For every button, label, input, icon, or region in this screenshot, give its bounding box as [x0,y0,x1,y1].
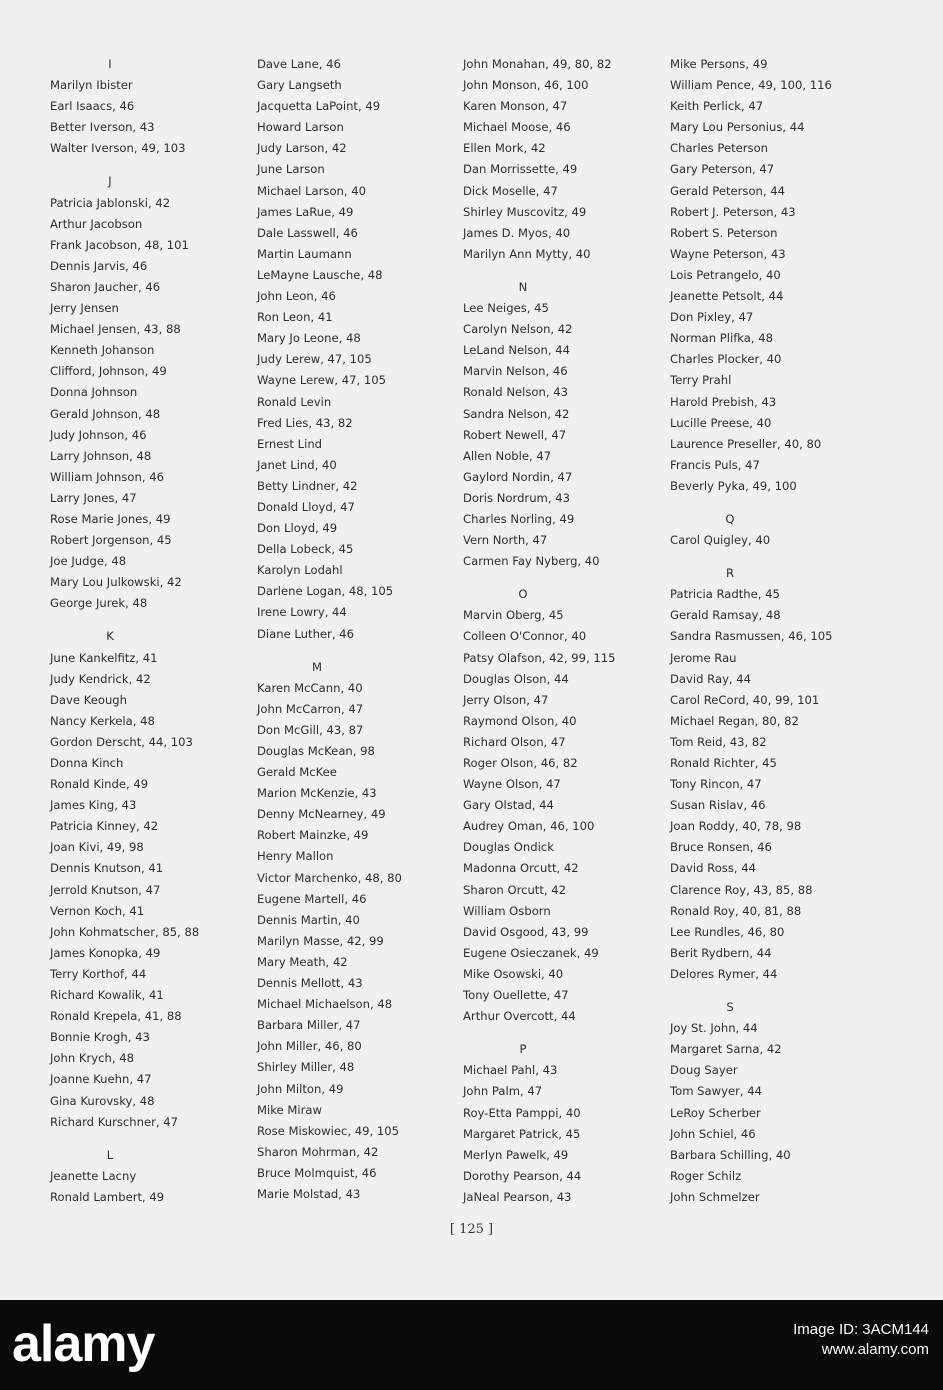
index-entry: Joy St. John, 44 [670,1021,758,1036]
index-entry: Marie Molstad, 43 [257,1186,361,1201]
index-entry: Bonnie Krogh, 43 [50,1030,150,1045]
index-entry: Michael Regan, 80, 82 [670,713,799,728]
index-entry: Terry Prahl [670,373,732,388]
index-entry: Better Iverson, 43 [50,120,155,135]
index-entry: William Johnson, 46 [50,469,164,484]
index-entry: Gaylord Nordin, 47 [463,469,573,484]
index-entry: Judy Johnson, 46 [50,427,147,442]
index-entry: John Krych, 48 [50,1051,134,1066]
section-gap [463,1027,663,1039]
index-entry: Sandra Nelson, 42 [463,406,570,421]
section-gap [463,572,663,584]
index-entry: Gerald Johnson, 48 [50,406,161,421]
index-entry: Clarence Roy, 43, 85, 88 [670,882,813,897]
index-entry: Beverly Pyka, 49, 100 [670,478,797,493]
index-entry: Betty Lindner, 42 [257,478,358,493]
index-entry: Dennis Jarvis, 46 [50,258,148,273]
index-entry: Jeanette Lacny [50,1168,137,1183]
index-entry: Karolyn Lodahl [257,563,343,578]
index-entry: Jacquetta LaPoint, 49 [257,99,381,114]
index-column-4 [670,54,870,1208]
index-entry: Kenneth Johanson [50,343,155,358]
index-entry: JaNeal Pearson, 43 [463,1189,572,1204]
index-entry: Gary Peterson, 47 [670,162,775,177]
index-entry: Rose Marie Jones, 49 [50,511,171,526]
index-entry: Wayne Olson, 47 [463,777,561,792]
index-entry: Audrey Oman, 46, 100 [463,819,595,834]
index-entry: Douglas Ondick [463,840,554,855]
section-letter: O [518,587,528,602]
index-entry: Barbara Schilling, 40 [670,1147,791,1162]
index-entry: James King, 43 [50,798,137,813]
index-entry: Victor Marchenko, 48, 80 [257,870,402,885]
index-entry: Carol Quigley, 40 [670,533,771,548]
index-entry: Gerald Peterson, 44 [670,183,786,198]
index-entry: Judy Lerew, 47, 105 [257,352,372,367]
index-entry: Laurence Preseller, 40, 80 [670,436,822,451]
index-entry: Mary Meath, 42 [257,954,348,969]
section-letter: P [519,1042,527,1057]
section-gap [670,497,870,509]
index-entry: Michael Moose, 46 [463,120,571,135]
index-entry: Judy Kendrick, 42 [50,671,151,686]
index-entry: Allen Noble, 47 [463,448,552,463]
index-entry: Mary Lou Julkowski, 42 [50,575,182,590]
index-entry: Lee Neiges, 45 [463,301,549,316]
index-entry: Dave Lane, 46 [257,57,341,71]
index-entry: Susan Rislav, 46 [670,798,766,813]
section-gap [463,265,663,277]
index-entry: LeLand Nelson, 44 [463,343,570,358]
index-entry: Jerry Olson, 47 [463,692,549,707]
index-entry: Mary Jo Leone, 48 [257,331,361,346]
index-entry: Doug Sayer [670,1063,738,1078]
index-entry: Wayne Lerew, 47, 105 [257,373,386,388]
section-letter: K [106,629,114,644]
section-heading [670,563,870,584]
index-entry: John Monson, 46, 100 [463,78,589,93]
index-entry: Mary Lou Personius, 44 [670,120,805,135]
section-heading [50,1145,250,1166]
index-entry: Marvin Oberg, 45 [463,608,564,623]
index-entry: John Schmelzer [670,1189,760,1204]
index-entry: Richard Kowalik, 41 [50,988,164,1003]
index-entry: Jerome Rau [670,650,737,665]
index-entry: John Miller, 46, 80 [257,1039,362,1054]
index-entry: Robert Mainzke, 49 [257,828,369,843]
index-entry: Darlene Logan, 48, 105 [257,584,394,599]
index-entry: Mike Miraw [257,1102,322,1117]
page-number: [ 125 ] [449,1222,494,1237]
index-entry: Don McGill, 43, 87 [257,722,364,737]
index-entry: Barbara Miller, 47 [257,1018,361,1033]
index-entry: Ronald Richter, 45 [670,756,777,770]
index-entry: Terry Korthof, 44 [50,966,147,981]
index-entry: Lucille Preese, 40 [670,415,772,430]
index-entry: Gary Olstad, 44 [463,798,554,813]
section-letter: Q [725,511,735,526]
index-entry: Roger Schilz [670,1168,742,1183]
index-entry: Shirley Muscovitz, 49 [463,204,587,219]
index-entry: Tony Ouellette, 47 [463,988,569,1003]
section-letter: S [726,1000,734,1015]
index-entry: Margaret Sarna, 42 [670,1042,782,1057]
index-entry: Mike Persons, 49 [670,57,768,71]
section-heading [463,1039,663,1060]
index-entry: William Pence, 49, 100, 116 [670,78,832,93]
index-entry: Patricia Radthe, 45 [670,587,780,602]
index-entry: John Leon, 46 [257,289,336,304]
index-entry: Shirley Miller, 48 [257,1060,355,1075]
index-entry: Henry Mallon [257,849,334,864]
watermark-logo: alamy [12,1315,155,1373]
index-entry: Don Pixley, 47 [670,310,754,325]
index-entry: Donald Lloyd, 47 [257,499,355,514]
index-entry: Charles Norling, 49 [463,511,575,526]
index-entry: Tony Rincon, 47 [670,777,762,792]
index-entry: Mike Osowski, 40 [463,966,564,981]
section-gap [257,645,457,657]
index-entry: Ronald Kinde, 49 [50,777,149,792]
index-entry: Lee Rundles, 46, 80 [670,924,785,939]
index-entry: Dennis Martin, 40 [257,912,360,927]
index-entry: Doris Nordrum, 43 [463,490,570,505]
index-entry: Charles Plocker, 40 [670,352,782,367]
index-entry: Wayne Peterson, 43 [670,246,786,261]
section-heading [50,171,250,192]
index-entry: Janet Lind, 40 [257,457,337,472]
index-entry: John Kohmatscher, 85, 88 [50,924,200,939]
index-entry: Nancy Kerkela, 48 [50,713,155,728]
index-entry: Joanne Kuehn, 47 [50,1072,152,1087]
section-letter: J [108,174,112,189]
index-entry: Robert Jorgenson, 45 [50,533,172,548]
section-gap [50,1133,250,1145]
index-entry: Gerald Ramsay, 48 [670,608,781,623]
index-entry: Frank Jacobson, 48, 101 [50,237,189,252]
index-entry: Della Lobeck, 45 [257,542,354,557]
watermark-info [793,1320,929,1360]
index-entry: Tom Reid, 43, 82 [670,734,767,749]
index-entry: LeRoy Scherber [670,1105,761,1120]
section-heading [670,509,870,530]
index-entry: Roy-Etta Pamppi, 40 [463,1105,581,1120]
index-entry: Charles Peterson [670,141,769,156]
index-entry: Lois Petrangelo, 40 [670,267,781,282]
section-heading [257,657,457,678]
index-entry: Jerrold Knutson, 47 [50,882,161,897]
index-entry: Robert J. Peterson, 43 [670,204,796,219]
index-entry: Joan Kivi, 49, 98 [50,840,144,855]
index-entry: Merlyn Pawelk, 49 [463,1147,569,1162]
index-entry: John Palm, 47 [463,1084,543,1099]
index-entry: Marilyn Ann Mytty, 40 [463,246,591,261]
index-entry: Karen Monson, 47 [463,99,568,114]
index-entry: LeMayne Lausche, 48 [257,267,383,282]
index-entry: Sharon Jaucher, 46 [50,279,161,294]
index-entry: Roger Olson, 46, 82 [463,756,578,770]
index-entry: Margaret Patrick, 45 [463,1126,581,1141]
section-letter: I [108,57,112,71]
index-entry: Gina Kurovsky, 48 [50,1093,155,1108]
section-gap [50,159,250,171]
index-entry: Jeanette Petsolt, 44 [670,289,784,304]
index-entry: Colleen O'Connor, 40 [463,629,587,644]
index-entry: John Monahan, 49, 80, 82 [463,57,612,71]
index-entry: Marilyn Ibister [50,78,133,93]
index-entry: Rose Miskowiec, 49, 105 [257,1123,399,1138]
index-entry: Clifford, Johnson, 49 [50,364,167,379]
index-entry: James Konopka, 49 [50,945,161,960]
index-entry: Bruce Ronsen, 46 [670,840,772,855]
index-entry: Eugene Martell, 46 [257,891,367,906]
index-entry: Robert S. Peterson [670,225,778,240]
index-entry: Bruce Molmquist, 46 [257,1165,377,1180]
index-entry: Ron Leon, 41 [257,310,333,325]
index-entry: Patricia Kinney, 42 [50,819,159,834]
index-entry: Larry Jones, 47 [50,490,137,505]
index-entry: Jerry Jensen [50,301,119,316]
index-entry: Dan Morrissette, 49 [463,162,578,177]
index-entry: Harold Prebish, 43 [670,394,777,409]
index-entry: Berit Rydbern, 44 [670,945,772,960]
image-id-label: Image ID: 3ACM144 [793,1321,929,1338]
index-entry: Robert Newell, 47 [463,427,567,442]
index-entry: Ellen Mork, 42 [463,141,546,156]
index-entry: Dennis Mellott, 43 [257,976,363,991]
index-entry: Earl Isaacs, 46 [50,99,135,114]
index-entry: Martin Laumann [257,246,352,261]
index-entry: Fred Lies, 43, 82 [257,415,353,430]
index-entry: Richard Kurschner, 47 [50,1114,178,1129]
index-entry: Karen McCann, 40 [257,680,363,695]
index-entry: Keith Perlick, 47 [670,99,764,114]
index-entry: James D. Myos, 40 [463,225,571,240]
index-entry: Richard Olson, 47 [463,734,566,749]
index-entry: Patsy Olafson, 42, 99, 115 [463,650,616,665]
index-entry: Norman Plifka, 48 [670,331,774,346]
index-entry: Dorothy Pearson, 44 [463,1168,582,1183]
index-entry: Douglas Olson, 44 [463,671,569,686]
index-entry: Dave Keough [50,692,128,707]
index-entry: Arthur Jacobson [50,216,143,231]
index-entry: Dennis Knutson, 41 [50,861,164,876]
index-entry: James LaRue, 49 [257,204,354,219]
index-entry: Marvin Nelson, 46 [463,364,568,379]
index-column-2 [257,54,457,1205]
index-entry: Larry Johnson, 48 [50,448,152,463]
index-entry: Tom Sawyer, 44 [670,1084,763,1099]
index-entry: Vern North, 47 [463,533,548,548]
index-entry: Don Lloyd, 49 [257,521,338,536]
section-gap [50,614,250,626]
index-entry: Sandra Rasmussen, 46, 105 [670,629,833,644]
index-entry: Eugene Osieczanek, 49 [463,945,599,960]
index-entry: Denny McNearney, 49 [257,807,386,822]
index-entry: David Osgood, 43, 99 [463,924,589,939]
index-entry: Madonna Orcutt, 42 [463,861,579,876]
index-entry: Francis Puls, 47 [670,457,760,472]
index-entry: Michael Michaelson, 48 [257,997,393,1012]
index-entry: Judy Larson, 42 [257,141,347,156]
site-url: www.alamy.com [821,1341,929,1358]
index-entry: William Osborn [463,903,551,918]
index-entry: Ronald Nelson, 43 [463,385,568,400]
index-entry: Dick Moselle, 47 [463,183,558,198]
index-entry: John Milton, 49 [257,1081,344,1096]
section-letter: N [518,279,528,294]
index-column-1 [50,54,250,1208]
index-entry: Ronald Krepela, 41, 88 [50,1009,182,1024]
index-entry: Howard Larson [257,120,344,135]
index-entry: Joan Roddy, 40, 78, 98 [670,819,802,834]
index-entry: Marion McKenzie, 43 [257,786,377,801]
section-gap [670,985,870,997]
index-entry: Vernon Koch, 41 [50,903,145,918]
index-entry: Marilyn Masse, 42, 99 [257,933,384,948]
index-entry: John McCarron, 47 [257,701,364,716]
section-letter: M [311,659,322,674]
index-entry: Ronald Roy, 40, 81, 88 [670,903,802,918]
index-entry: Sharon Mohrman, 42 [257,1144,379,1159]
index-entry: Carmen Fay Nyberg, 40 [463,554,600,569]
index-entry: Delores Rymer, 44 [670,966,778,981]
index-entry: Gary Langseth [257,78,342,93]
index-entry: Dale Lasswell, 46 [257,225,358,240]
index-entry: Gordon Derscht, 44, 103 [50,734,193,749]
index-entry: John Schiel, 46 [670,1126,756,1141]
section-heading [463,277,663,298]
index-entry: Michael Pahl, 43 [463,1063,558,1078]
section-heading [50,626,250,647]
index-entry: Michael Jensen, 43, 88 [50,322,181,337]
index-entry: Donna Kinch [50,756,124,770]
index-entry: David Ross, 44 [670,861,756,876]
index-entry: Ronald Levin [257,394,332,409]
section-letter: L [106,1147,114,1162]
index-entry: Sharon Orcutt, 42 [463,882,567,897]
index-entry: June Larson [257,162,325,177]
index-entry: Patricia Jablonski, 42 [50,195,171,210]
section-heading [670,997,870,1018]
index-entry: Michael Larson, 40 [257,183,367,198]
index-column-3 [463,54,663,1208]
section-heading [463,584,663,605]
index-entry: Donna Johnson [50,385,138,400]
index-entry: Diane Luther, 46 [257,626,354,641]
index-entry: Joe Judge, 48 [50,554,127,569]
index-entry: Carol ReCord, 40, 99, 101 [670,692,820,707]
index-entry: David Ray, 44 [670,671,752,686]
section-letter: R [725,566,735,581]
index-entry: Douglas McKean, 98 [257,744,375,758]
index-entry: June Kankelfitz, 41 [50,650,158,665]
index-entry: Raymond Olson, 40 [463,713,577,728]
index-entry: Gerald McKee [257,765,337,780]
index-entry: Carolyn Nelson, 42 [463,322,573,337]
section-heading [50,54,250,75]
index-entry: Walter Iverson, 49, 103 [50,141,186,156]
index-entry: George Jurek, 48 [50,596,148,611]
section-gap [670,551,870,563]
index-entry: Ronald Lambert, 49 [50,1189,165,1204]
watermark-bar [0,1300,943,1390]
index-entry: Arthur Overcott, 44 [463,1009,576,1024]
index-entry: Ernest Lind [257,436,323,451]
index-entry: Irene Lowry, 44 [257,605,347,620]
